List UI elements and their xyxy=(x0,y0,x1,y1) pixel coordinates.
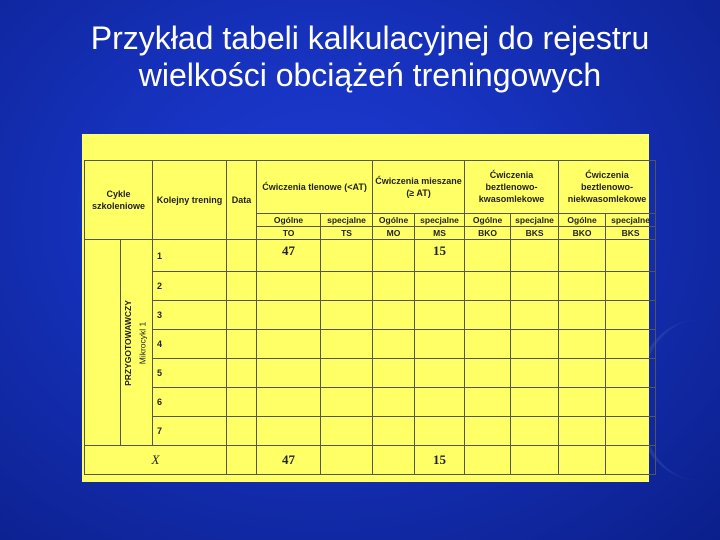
value-cell[interactable] xyxy=(415,272,465,301)
value-bko[interactable] xyxy=(465,240,511,272)
value-cell[interactable] xyxy=(511,359,559,388)
date-cell[interactable] xyxy=(227,330,257,359)
value-cell[interactable] xyxy=(321,330,373,359)
code-bks: BKS xyxy=(606,227,656,240)
value-cell[interactable] xyxy=(415,388,465,417)
value-bko[interactable] xyxy=(559,240,606,272)
subheader-specjalne: specjalne xyxy=(415,214,465,227)
value-cell[interactable] xyxy=(321,359,373,388)
value-cell[interactable] xyxy=(465,272,511,301)
value-ts[interactable] xyxy=(321,240,373,272)
value-cell[interactable] xyxy=(257,330,321,359)
sum-bko xyxy=(465,446,511,475)
value-cell[interactable] xyxy=(373,330,415,359)
header-anaerobic-lactic: Ćwiczenia beztlenowo-kwasomlekowe xyxy=(465,161,559,214)
code-ts: TS xyxy=(321,227,373,240)
row-number: 6 xyxy=(153,388,227,417)
value-cell[interactable] xyxy=(321,301,373,330)
training-load-table xyxy=(84,160,656,475)
value-cell[interactable] xyxy=(257,272,321,301)
value-cell[interactable] xyxy=(373,388,415,417)
value-cell[interactable] xyxy=(606,272,656,301)
value-cell[interactable] xyxy=(606,417,656,446)
value-bks[interactable] xyxy=(606,240,656,272)
value-cell[interactable] xyxy=(373,301,415,330)
value-cell[interactable] xyxy=(559,272,606,301)
date-cell[interactable] xyxy=(227,417,257,446)
date-cell[interactable] xyxy=(227,301,257,330)
value-bks[interactable] xyxy=(511,240,559,272)
value-cell[interactable] xyxy=(559,359,606,388)
microcycle-label: Mikrocykl 1 xyxy=(137,321,148,364)
subheader-specjalne: specjalne xyxy=(606,214,656,227)
row-number: 5 xyxy=(153,359,227,388)
value-cell[interactable] xyxy=(465,388,511,417)
subheader-ogolne: Ogólne xyxy=(559,214,606,227)
subheader-ogolne: Ogólne xyxy=(465,214,511,227)
value-cell[interactable] xyxy=(415,417,465,446)
code-mo: MO xyxy=(373,227,415,240)
sum-bko xyxy=(559,446,606,475)
sum-bks xyxy=(606,446,656,475)
value-cell[interactable] xyxy=(559,388,606,417)
value-cell[interactable] xyxy=(373,417,415,446)
sum-ts xyxy=(321,446,373,475)
subheader-specjalne: specjalne xyxy=(511,214,559,227)
row-number: 3 xyxy=(153,301,227,330)
code-bko: BKO xyxy=(559,227,606,240)
date-cell[interactable] xyxy=(227,388,257,417)
row-number: 1 xyxy=(153,240,227,272)
value-to[interactable]: 47 xyxy=(257,240,321,272)
value-ms[interactable]: 15 xyxy=(415,240,465,272)
sum-bks xyxy=(511,446,559,475)
header-date: Data xyxy=(227,161,257,240)
period-label: PRZYGOTOWAWCZY xyxy=(122,299,133,386)
value-cell[interactable] xyxy=(415,330,465,359)
subheader-ogolne: Ogólne xyxy=(373,214,415,227)
value-cell[interactable] xyxy=(257,388,321,417)
value-cell[interactable] xyxy=(606,388,656,417)
value-cell[interactable] xyxy=(606,359,656,388)
spreadsheet-panel xyxy=(82,134,649,482)
sum-label-cell xyxy=(85,446,227,475)
value-mo[interactable] xyxy=(373,240,415,272)
value-cell[interactable] xyxy=(606,301,656,330)
value-cell[interactable] xyxy=(415,359,465,388)
code-to: TO xyxy=(257,227,321,240)
header-anaerobic-alactic: Ćwiczenia beztlenowo-niekwasomlekowe xyxy=(559,161,656,214)
sum-mo xyxy=(373,446,415,475)
header-cycles: Cykle szkoleniowe xyxy=(85,161,153,240)
row-number: 7 xyxy=(153,417,227,446)
value-cell[interactable] xyxy=(511,417,559,446)
value-cell[interactable] xyxy=(511,330,559,359)
date-cell[interactable] xyxy=(227,359,257,388)
date-cell[interactable] xyxy=(227,272,257,301)
slide-title: Przykład tabeli kalkulacyjnej do rejestru wielkości obciążeń treningowych xyxy=(90,20,650,93)
row-number: 2 xyxy=(153,272,227,301)
value-cell[interactable] xyxy=(373,272,415,301)
value-cell[interactable] xyxy=(511,272,559,301)
value-cell[interactable] xyxy=(321,388,373,417)
header-aerobic: Ćwiczenia tlenowe (<AT) xyxy=(257,161,373,214)
header-mixed: Ćwiczenia mieszane (≥ AT) xyxy=(373,161,465,214)
subheader-specjalne: specjalne xyxy=(321,214,373,227)
sum-to: 47 xyxy=(257,446,321,475)
sum-date-cell xyxy=(227,446,257,475)
value-cell[interactable] xyxy=(415,301,465,330)
value-cell[interactable] xyxy=(465,330,511,359)
code-ms: MS xyxy=(415,227,465,240)
value-cell[interactable] xyxy=(373,359,415,388)
value-cell[interactable] xyxy=(559,417,606,446)
value-cell[interactable] xyxy=(321,272,373,301)
code-bks: BKS xyxy=(511,227,559,240)
period-cell xyxy=(85,240,133,446)
value-cell[interactable] xyxy=(606,330,656,359)
value-cell[interactable] xyxy=(257,417,321,446)
value-cell[interactable] xyxy=(511,301,559,330)
value-cell[interactable] xyxy=(511,388,559,417)
value-cell[interactable] xyxy=(465,359,511,388)
value-cell[interactable] xyxy=(257,359,321,388)
row-number: 4 xyxy=(153,330,227,359)
value-cell[interactable] xyxy=(559,330,606,359)
sum-ms: 15 xyxy=(415,446,465,475)
value-cell[interactable] xyxy=(321,417,373,446)
sum-label: X xyxy=(151,452,160,467)
subheader-ogolne: Ogólne xyxy=(257,214,321,227)
value-cell[interactable] xyxy=(257,301,321,330)
value-cell[interactable] xyxy=(465,301,511,330)
value-cell[interactable] xyxy=(465,417,511,446)
code-bko: BKO xyxy=(465,227,511,240)
date-cell[interactable] xyxy=(227,240,257,272)
header-training: Kolejny trening xyxy=(153,161,227,240)
value-cell[interactable] xyxy=(559,301,606,330)
